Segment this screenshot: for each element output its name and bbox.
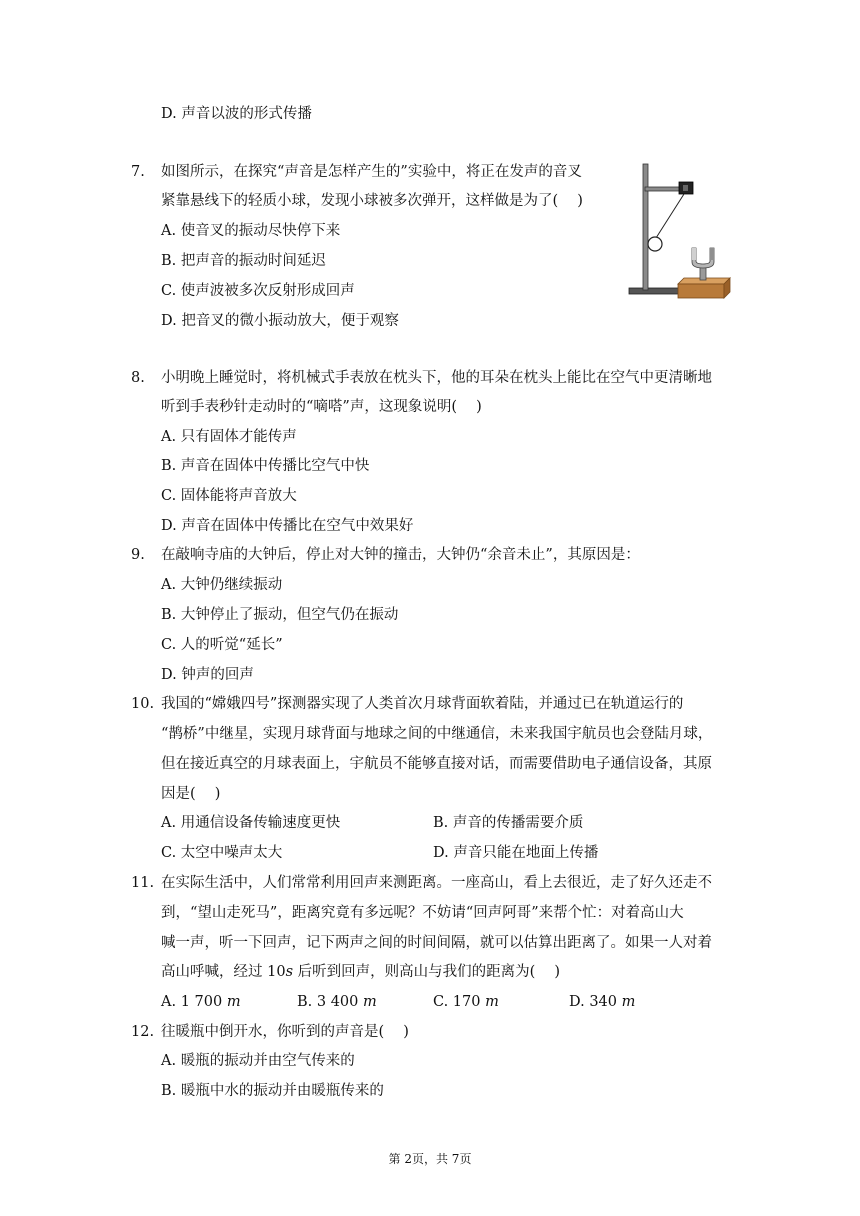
q10-option-c: C. 太空中噪声太大 [161,845,283,861]
q10-number: 10. [131,696,155,712]
unit-meters: m [485,994,499,1010]
q11-stem-line1: 在实际生活中，人们常常利用回声来测距离。一座高山，看上去很近，走了好久还走不 [161,875,712,891]
q7-stem-line1: 如图所示，在探究“声音是怎样产生的”实验中，将正在发声的音叉 [161,164,582,180]
pendulum-string [656,194,684,238]
stand-arm [645,187,683,191]
unit-meters: m [363,994,377,1010]
q8-option-a: A. 只有固体才能传声 [161,429,297,445]
q7-option-c: C. 使声波被多次反射形成回声 [161,283,355,299]
page-footer: 第 2页，共 7页 [388,1152,472,1166]
q8-stem-line2: 听到手表秒针走动时的“嘀嗒”声，这现象说明( ) [161,399,482,415]
q9-option-b: B. 大钟停止了振动，但空气仍在振动 [161,607,399,623]
q10-stem-line1: 我国的“嫦娥四号”探测器实现了人类首次月球背面软着陆，并通过已在轨道运行的 [161,696,684,712]
q8-stem-line1: 小明晚上睡觉时，将机械式手表放在枕头下，他的耳朵在枕头上能比在空气中更清晰地 [161,370,712,386]
unit-meters: m [621,994,636,1010]
q11-stem-line4-end: 后听到回声，则高山与我们的距离为( ) [293,964,561,980]
q7-stem-line2: 紧靠悬线下的轻质小球，发现小球被多次弹开，这样做是为了( ) [161,193,583,209]
q11-option-d [569,992,635,1012]
q10-stem-line3: 但在接近真空的月球表面上，宇航员不能够直接对话，而需要借助电子通信设备，其原 [161,756,712,772]
q8-number: 8. [131,370,145,386]
q10-option-b: B. 声音的传播需要介质 [433,815,584,831]
q8-option-d: D. 声音在固体中传播比在空气中效果好 [161,518,414,534]
q11-option-d-text: D. 340 [569,994,622,1010]
q11-option-a [161,992,241,1012]
q11-option-c-text: C. 170 [433,994,486,1010]
q7-option-d: D. 把音叉的微小振动放大，便于观察 [161,313,399,329]
q9-option-d: D. 钟声的回声 [161,667,254,683]
stand-base [629,288,685,294]
q12-option-b: B. 暖瓶中水的振动并由暖瓶传来的 [161,1083,384,1099]
q11-stem-line4 [161,962,560,982]
q8-option-b: B. 声音在固体中传播比空气中快 [161,458,370,474]
unit-meters: m [226,994,241,1010]
q11-stem-line2: 到，“望山走死马”，距离究竟有多远呢？不妨请“回声阿哥”来帮个忙：对着高山大 [161,905,684,921]
tuning-fork-figure [626,160,732,304]
stand-pole [643,164,648,290]
q11-stem-line4-start: 高山呼喊，经过 10 [161,964,286,980]
q9-option-a: A. 大钟仍继续振动 [161,577,283,593]
q10-option-d: D. 声音只能在地面上传播 [433,845,599,861]
q6-option-d: D. 声音以波的形式传播 [161,106,312,122]
q11-option-a-text: A. 1 700 [161,994,227,1010]
q12-number: 12. [131,1024,155,1040]
q12-option-a: A. 暖瓶的振动并由空气传来的 [161,1053,355,1069]
wooden-box-front [678,284,724,298]
q7-number: 7. [131,164,145,180]
q9-stem-line1: 在敲响寺庙的大钟后，停止对大钟的撞击，大钟仍“余音未止”，其原因是： [161,547,640,563]
q12-stem-line1: 往暖瓶中倒开水，你听到的声音是( ) [161,1024,409,1040]
q7-option-a: A. 使音叉的振动尽快停下来 [161,223,341,239]
q8-option-c: C. 固体能将声音放大 [161,488,297,504]
q11-stem-line3: 喊一声，听一下回声，记下两声之间的时间间隔，就可以估算出距离了。如果一人对着 [161,935,712,951]
q11-option-b-text: B. 3 400 [297,994,363,1010]
q10-stem-line2: “鹊桥”中继星，实现月球背面与地球之间的中继通信，未来我国宇航员也会登陆月球， [161,726,713,742]
q11-number: 11. [131,875,155,891]
q11-option-c [433,992,499,1012]
q7-option-b: B. 把声音的振动时间延迟 [161,253,326,269]
q11-option-b [297,992,377,1012]
q9-option-c: C. 人的听觉“延长” [161,637,283,653]
q10-stem-line4: 因是( ) [161,786,221,802]
q10-option-a: A. 用通信设备传输速度更快 [161,815,341,831]
q9-number: 9. [131,547,145,563]
unit-seconds: s [285,964,294,980]
ball [648,237,662,251]
